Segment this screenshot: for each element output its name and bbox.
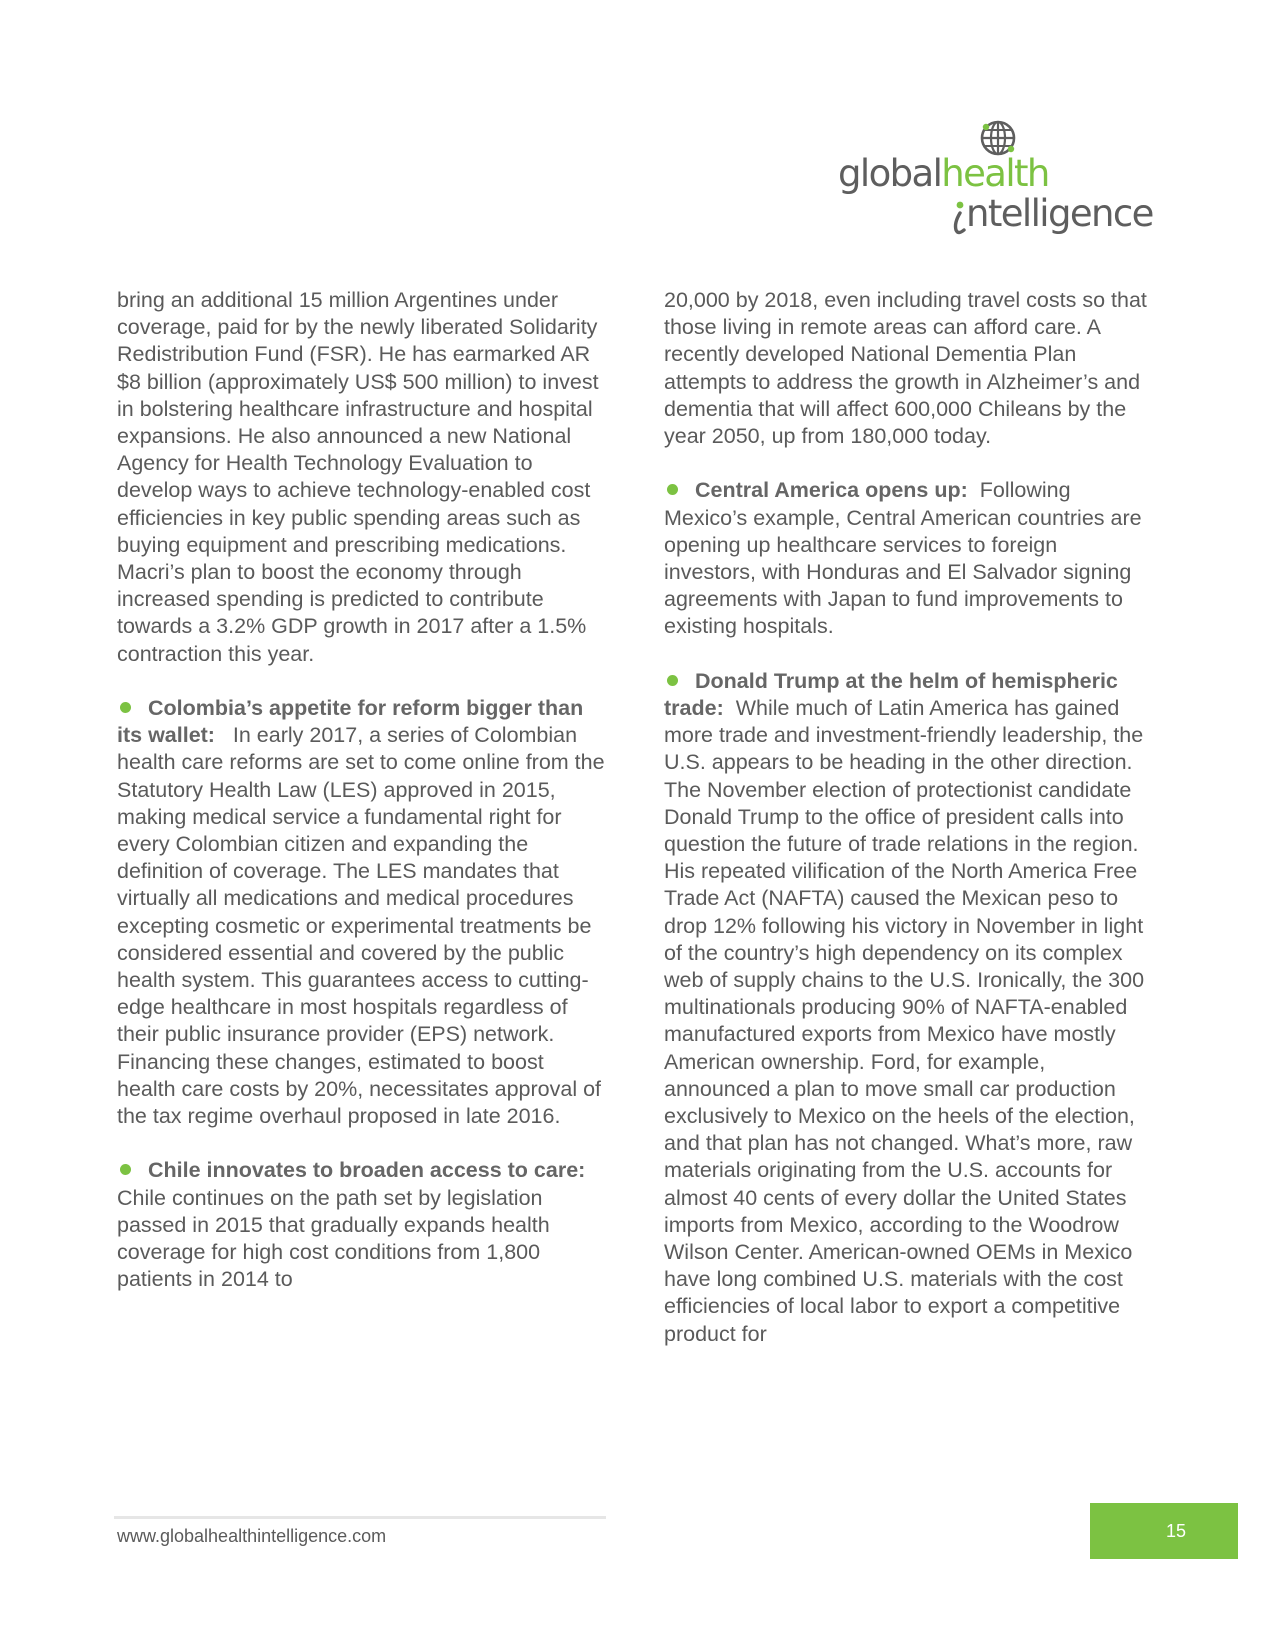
logo-word-intelligence: ntelligence — [966, 192, 1153, 235]
colombia-paragraph — [117, 695, 605, 1130]
colombia-heading: Colombia’s appetite for reform bigger than its wallet: — [117, 696, 584, 748]
central-america-body: Following Mexico’s example, Central American countries are opening up healthcare services to foreign investors, with Honduras and El Salvador signing agreements with Japan to fund improvements to existing hospitals. — [664, 478, 1142, 639]
footer-divider — [114, 1516, 606, 1519]
logo-word-global: global — [838, 152, 942, 195]
right-column — [664, 287, 1152, 1348]
colombia-body: In early 2017, a series of Colombian health care reforms are set to come online from the Statutory Health Law (LES) approved in 2015, making medical service a fundamental right for every Colombian citizen and expanding the definition of coverage. The LES mandates that virtually all medications and medical procedures excepting cosmetic or experimental treatments be considered essential and covered by the public health system. This guarantees access to cutting-edge healthcare in most hospitals regardless of their public insurance provider (EPS) network. Financing these changes, estimated to boost health care costs by 20%, necessitates approval of the tax regime overhaul proposed in late 2016. — [117, 723, 605, 1129]
logo-wordmark-line1 — [838, 152, 1049, 196]
trump-paragraph — [664, 668, 1152, 1348]
logo-wordmark-line2 — [949, 192, 1153, 236]
page-number: 15 — [1165, 1521, 1186, 1541]
chile-continued-paragraph: 20,000 by 2018, even including travel costs so that those living in remote areas can afford care. A recently developed National Dementia Plan attempts to address the growth in Alzheimer’s and dementia that will affect 600,000 Chileans by the year 2050, up from 180,000 today. — [664, 288, 1147, 449]
chile-paragraph — [117, 1157, 605, 1293]
trump-heading: Donald Trump at the helm of hemispheric trade: — [664, 668, 1118, 721]
bullet-dot-icon — [120, 702, 131, 713]
chile-heading: Chile innovates to broaden access to care: — [148, 1158, 586, 1183]
argentina-paragraph: bring an additional 15 million Argentines under coverage, paid for by the newly liberated Solidarity Redistribution Fund (FSR). He has earmarked AR $8 billion (approximately US$ 500 million) to invest in bolstering healthcare infrastructure and hospital expansions. He also announced a new National Agency for Health Technology Evaluation to develop ways to achieve technology-enabled cost efficiencies in key public spending areas such as buying equipment and prescribing medications. Macri’s plan to boost the economy through increased spending is predicted to contribute towards a 3.2% GDP growth in 2017 after a 1.5% contraction this year. — [117, 288, 599, 666]
footer-website-url: www.globalhealthintelligence.com — [117, 1526, 387, 1546]
company-logo — [838, 112, 1168, 242]
bullet-dot-icon — [120, 1164, 131, 1175]
chile-body: Chile continues on the path set by legislation passed in 2015 that gradually expands health coverage for high cost conditions from 1,800 patients in 2014 to — [117, 1185, 550, 1292]
trump-body: While much of Latin America has gained more trade and investment-friendly leadership, the U.S. appears to be heading in the other direction. The November election of protectionist candidate Donald Trump to the office of president calls into question the future of trade relations in the region. His repeated vilification of the North America Free Trade Act (NAFTA) caused the Mexican peso to drop 12% following his victory in November in light of the country’s high dependency on its complex web of supply chains to the U.S. Ironically, the 300 multinationals producing 90% of NAFTA-enabled manufactured exports from Mexico have mostly American ownership. Ford, for example, announced a plan to move small car production exclusively to Mexico on the heels of the election, and that plan has not changed. What’s more, raw materials originating from the U.S. accounts for almost 40 cents of every dollar the United States imports from Mexico, according to the Woodrow Wilson Center. American-owned OEMs in Mexico have long combined U.S. materials with the cost efficiencies of local labor to export a competitive product for — [664, 696, 1145, 1346]
left-column — [117, 287, 605, 1293]
bullet-dot-icon — [667, 675, 678, 686]
central-america-heading: Central America opens up: — [695, 478, 968, 503]
bullet-dot-icon — [667, 484, 678, 495]
logo-word-health: health — [941, 152, 1049, 195]
central-america-paragraph — [664, 477, 1152, 640]
